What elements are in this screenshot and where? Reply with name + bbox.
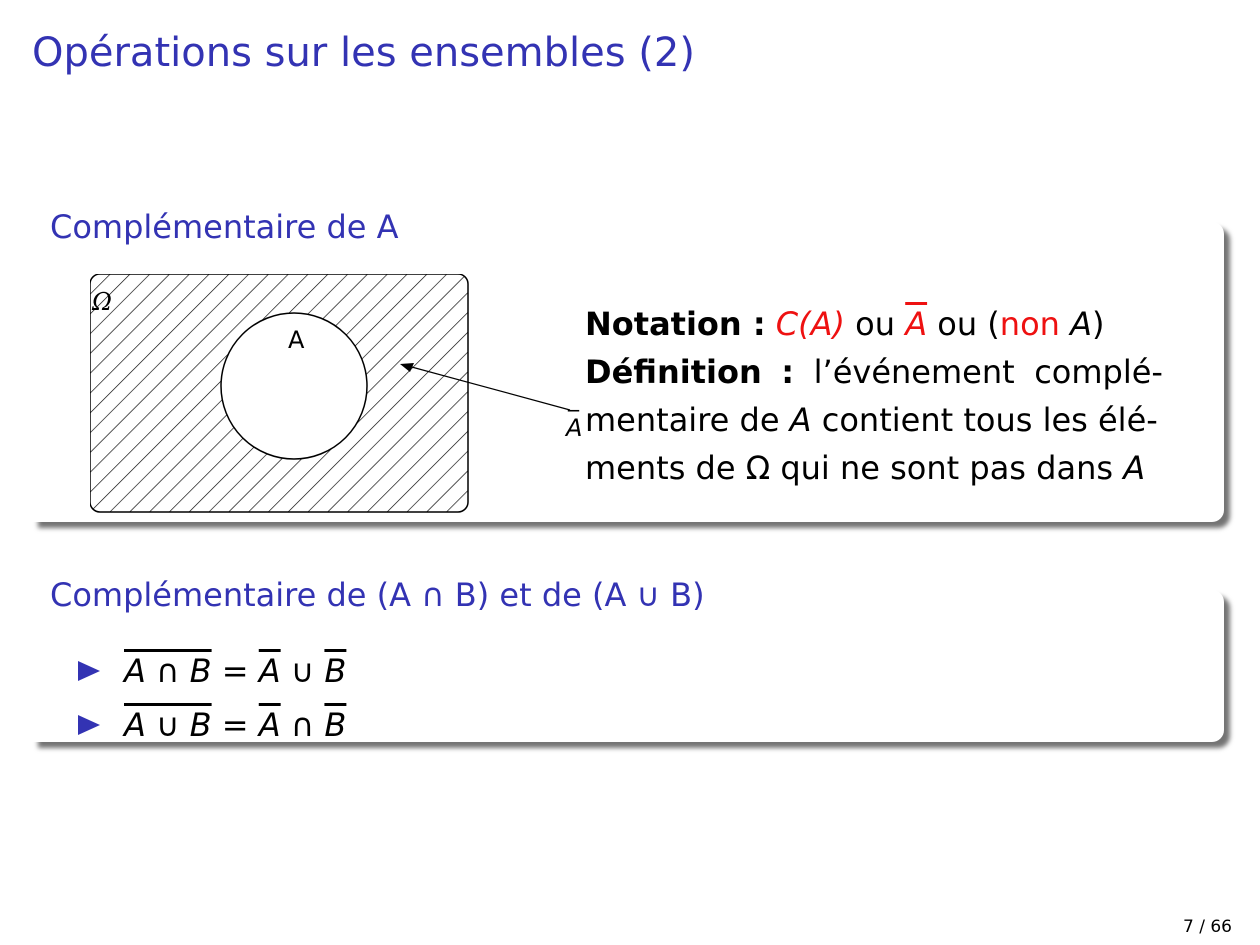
notation-non: non	[999, 305, 1060, 343]
definition-line3-a: A	[1123, 449, 1146, 487]
formula-item	[78, 644, 346, 698]
formula-r1: $\overline{A}$	[258, 706, 281, 744]
definition-word-1: l’événement	[813, 353, 1015, 391]
definition-line3-pre: ments de Ω qui ne sont pas dans	[585, 449, 1114, 487]
definition-line-2	[585, 396, 1163, 444]
notation-ou2: ou (	[937, 305, 1000, 343]
formula-r2: $\overline{B}$	[324, 652, 347, 690]
formula-r2: $\overline{B}$	[324, 706, 347, 744]
formula-r1: $\overline{A}$	[258, 652, 281, 690]
formula-eq: =	[221, 706, 249, 744]
complement-label: A	[566, 414, 583, 442]
definition-text	[585, 300, 1163, 492]
notation-a: A	[1070, 305, 1092, 343]
venn-diagram	[90, 274, 610, 524]
definition-line-3	[585, 444, 1163, 492]
notation-ca: C(A)	[775, 305, 845, 343]
formula-lhs: A ∪ B	[124, 706, 212, 744]
formula-list	[78, 644, 346, 752]
notation-ou1: ou	[855, 305, 896, 343]
slide-title: Opérations sur les ensembles (2)	[32, 30, 695, 76]
definition-label: Définition	[585, 353, 762, 391]
triangle-bullet-icon	[78, 715, 100, 735]
definition-word-2: complé-	[1034, 353, 1163, 391]
formula-lhs: A ∩ B	[124, 652, 212, 690]
de-morgan-block	[32, 576, 1224, 744]
notation-label: Notation :	[585, 305, 766, 343]
definition-line2-a: A	[789, 401, 812, 439]
formula-item	[78, 698, 346, 752]
definition-line2-post: contient tous les élé-	[821, 401, 1158, 439]
notation-line	[585, 300, 1163, 348]
notation-close: )	[1091, 305, 1105, 343]
definition-line-1	[585, 348, 1163, 396]
page-number: 7 / 66	[1183, 917, 1232, 937]
de-morgan-block-title: Complémentaire de (A ∩ B) et de (A ∪ B)	[50, 576, 705, 614]
formula-op: ∪	[290, 652, 315, 690]
complement-bar: _	[568, 387, 579, 412]
complement-block	[32, 208, 1224, 522]
set-a-label: A	[288, 326, 305, 354]
formula-eq: =	[221, 652, 249, 690]
formula-op: ∩	[290, 706, 315, 744]
complement-block-title: Complémentaire de A	[50, 208, 399, 246]
notation-abar: $\overline{A}$	[905, 305, 928, 343]
omega-label: Ω	[92, 288, 112, 316]
definition-colon: :	[781, 353, 795, 391]
definition-line2-pre: mentaire de	[585, 401, 780, 439]
triangle-bullet-icon	[78, 661, 100, 681]
